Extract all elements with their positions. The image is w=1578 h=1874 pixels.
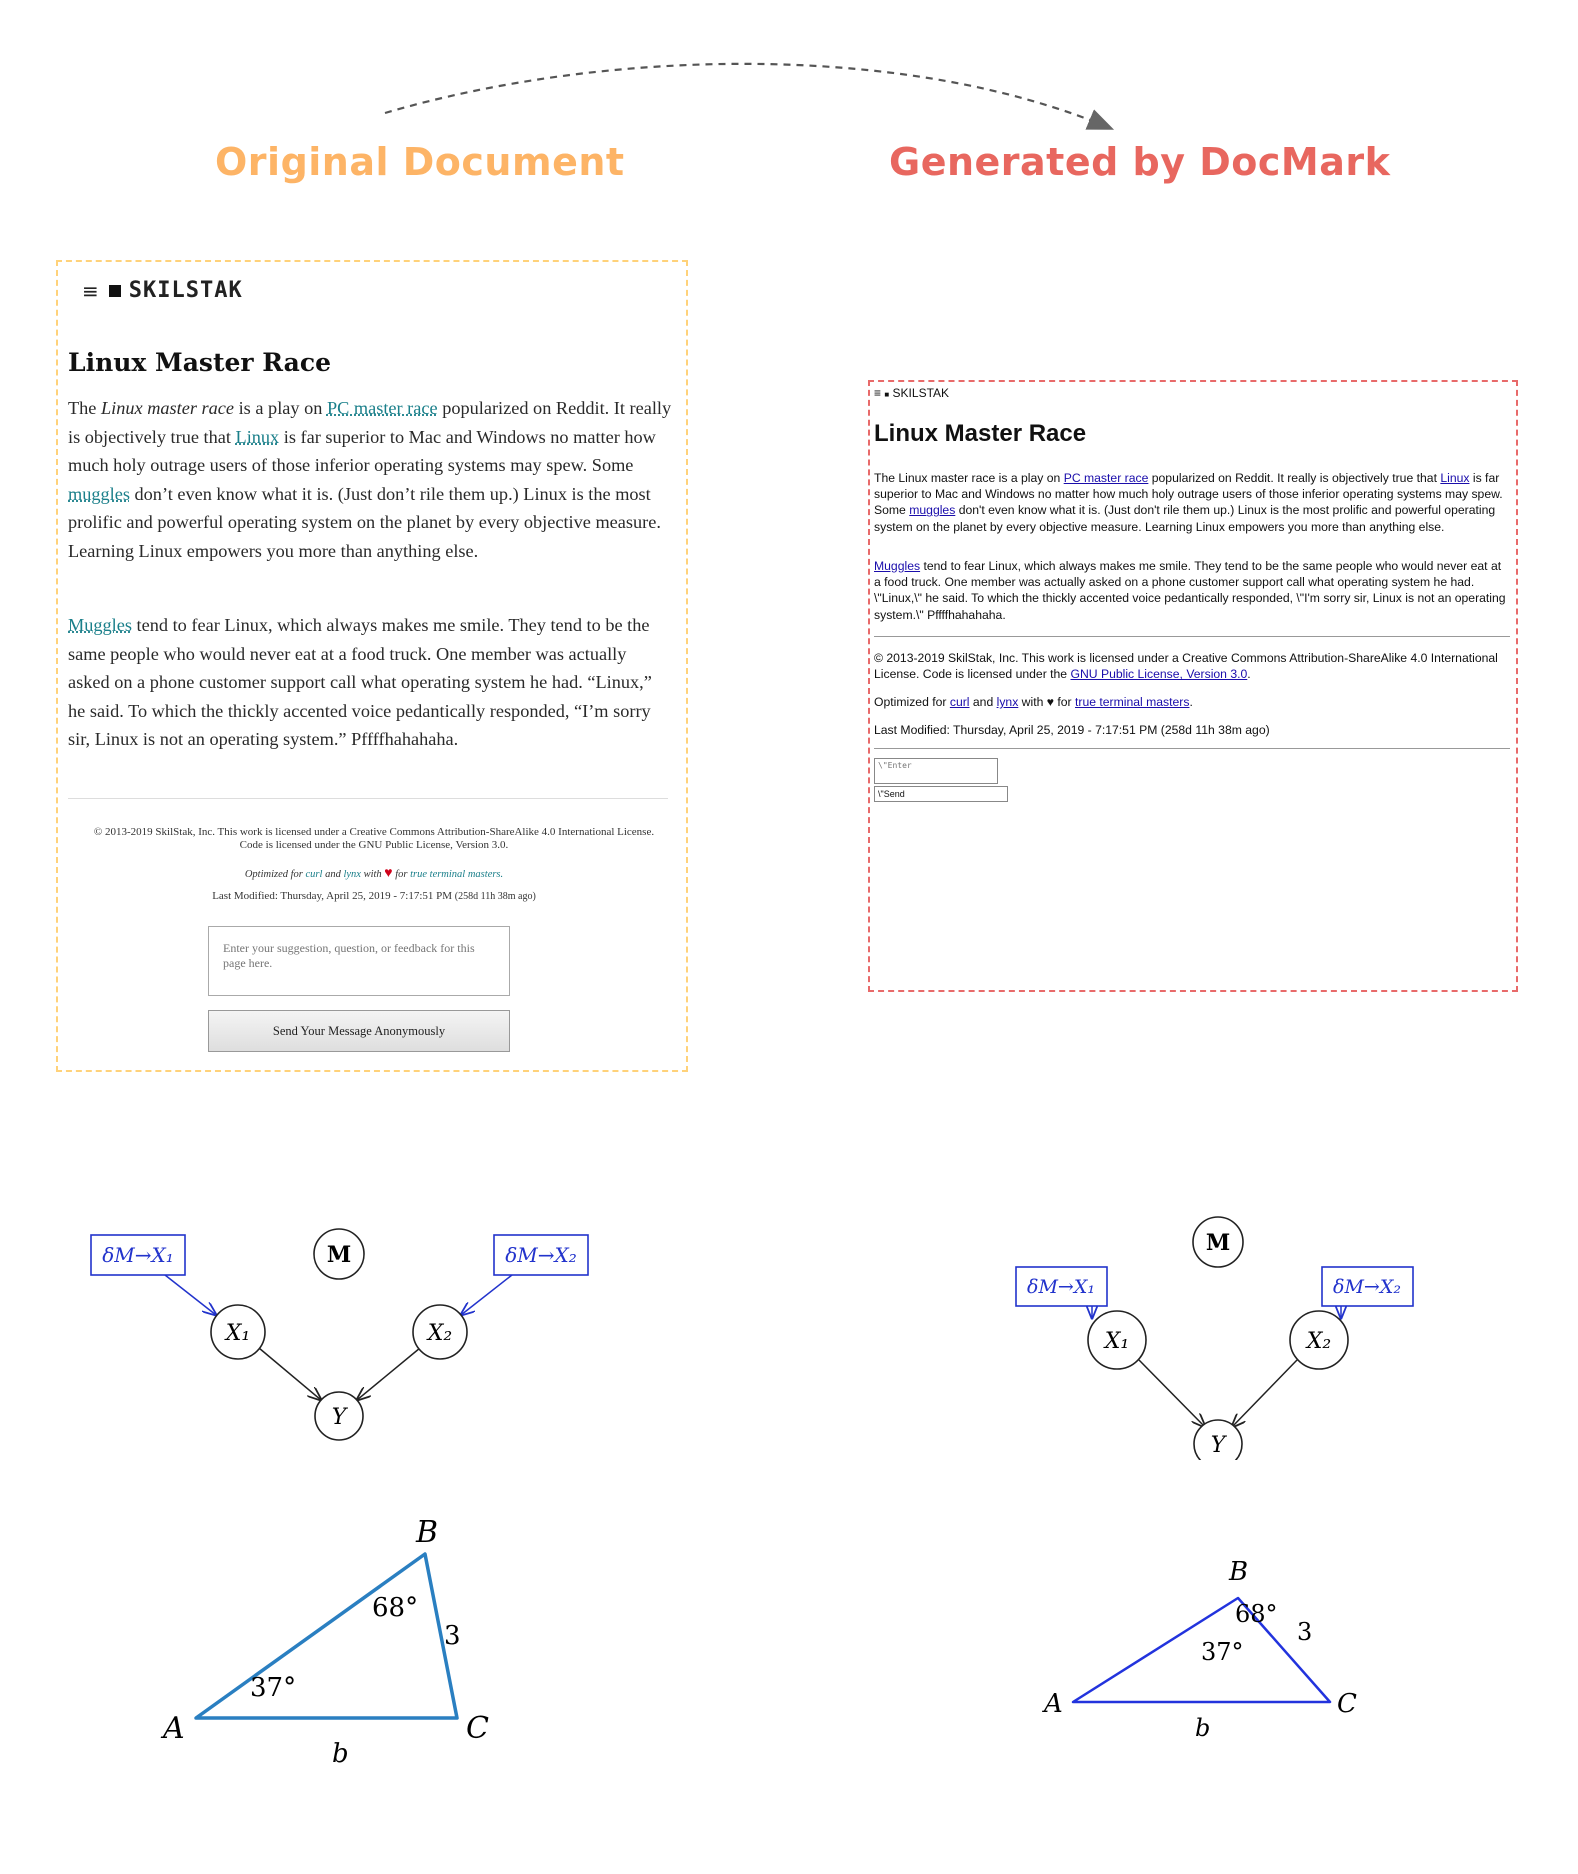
angle-a-label: 37° xyxy=(250,1673,297,1703)
heading-original-document: Original Document xyxy=(215,140,625,184)
text: is far superior to Mac and Windows no matter how much holy outrage users of those inferior operating systems may spew. Some xyxy=(68,426,656,475)
menu-icon[interactable]: ≡ xyxy=(874,386,882,400)
link-true-terminal-masters[interactable]: true terminal masters xyxy=(1075,695,1190,709)
node-x2-label: X₂ xyxy=(1306,1329,1332,1354)
feedback-textarea[interactable] xyxy=(208,926,510,996)
link-pc-master-race[interactable]: PC master race xyxy=(1063,471,1149,485)
text: tend to fear Linux, which always makes me smile. They tend to be the same people who would never eat at a food truck. One member was actually asked on a phone customer support call what operating system he had. “Linux,” he said. To which the thickly accented voice pedantically responded, “I’m sorry sir, Linux is not an operating system.” Pffffhahahaha. xyxy=(68,615,652,749)
vertex-b: B xyxy=(416,1515,439,1550)
generated-triangle-figure xyxy=(789,1500,1578,1780)
text: Optimized for xyxy=(874,695,950,709)
angle-a-label: 37° xyxy=(1201,1638,1244,1666)
link-muggles-2[interactable]: Muggles xyxy=(68,615,132,635)
text: and xyxy=(322,869,344,880)
node-y-label: Y xyxy=(331,1405,347,1430)
link-linux[interactable]: Linux xyxy=(1440,471,1470,485)
paragraph-1 xyxy=(874,470,1510,535)
link-pc-master-race[interactable]: PC master race xyxy=(326,398,438,418)
delta-box-2-label: δM→X₂ xyxy=(505,1243,577,1267)
side-bc-label: 3 xyxy=(1297,1618,1313,1646)
original-header xyxy=(82,278,243,303)
paragraph-1 xyxy=(68,394,672,565)
divider-2 xyxy=(874,748,1510,749)
node-x1-label: X₁ xyxy=(1104,1329,1130,1354)
feedback-textarea[interactable] xyxy=(874,758,998,784)
divider xyxy=(68,798,668,799)
node-m-label: M xyxy=(1205,1230,1231,1256)
send-button[interactable]: \"Send xyxy=(874,786,1008,802)
angle-b-label: 68° xyxy=(1235,1600,1278,1628)
last-modified: Last Modified: Thursday, April 25, 2019 - 7:17:51 PM (258d 11h 38m ago) xyxy=(874,723,1270,737)
menu-icon[interactable]: ≡ xyxy=(82,278,99,303)
vertex-b: B xyxy=(1229,1557,1249,1587)
edge-x1-y xyxy=(259,1348,321,1400)
edge-delta2-x2 xyxy=(461,1275,512,1315)
link-true-terminal-masters[interactable]: true terminal masters. xyxy=(410,869,504,880)
delta-box-2-label: δM→X₂ xyxy=(1333,1276,1401,1298)
edge-delta1-x1 xyxy=(165,1275,216,1315)
text: for xyxy=(392,869,411,880)
original-document-panel xyxy=(56,260,688,1072)
text: don’t even know what it is. (Just don’t rile them up.) Linux is the most prolific and powerful operating system on the planet by every objective measure. Learning Linux empowers you more than anything else. xyxy=(68,483,661,561)
emphasis-text: Linux master race xyxy=(101,398,235,418)
vertex-a: A xyxy=(1044,1689,1063,1719)
link-muggles-2[interactable]: Muggles xyxy=(874,559,921,573)
generated-causal-graph xyxy=(789,1180,1578,1460)
edge-x2-y xyxy=(357,1348,420,1400)
send-message-button[interactable]: Send Your Message Anonymously xyxy=(208,1010,510,1052)
side-ac-label: b xyxy=(332,1739,349,1769)
brand-square-icon xyxy=(109,285,121,297)
text: popularized on Reddit. It really is objectively true that xyxy=(68,398,672,447)
side-bc-label: 3 xyxy=(444,1621,461,1651)
brand-square-icon: ■ xyxy=(884,390,890,399)
edge-x1-y xyxy=(1139,1360,1205,1427)
node-m-label: M xyxy=(326,1242,352,1268)
text: © 2013-2019 SkilStak, Inc. This work is licensed under a Creative Commons Attribution-ShareAlike 4.0 International License. Code is licensed under the xyxy=(874,651,1498,682)
license-text: © 2013-2019 SkilStak, Inc. This work is licensed under a Creative Commons Attribution-ShareAlike 4.0 International License. Code is licensed under the GNU Public License, Version 3.0. xyxy=(93,826,655,851)
node-y-label: Y xyxy=(1210,1433,1226,1458)
link-gnu-license[interactable]: GNU Public License, Version 3.0 xyxy=(1070,667,1248,682)
node-x2-label: X₂ xyxy=(427,1321,453,1346)
link-lynx[interactable]: lynx xyxy=(343,869,361,880)
text: popularized on Reddit. It really is objectively true that xyxy=(1148,471,1441,485)
top-curved-arrow xyxy=(0,0,1578,160)
link-linux[interactable]: Linux xyxy=(235,426,280,447)
paragraph-2 xyxy=(68,611,672,754)
side-ac-label: b xyxy=(1195,1714,1211,1742)
text: . xyxy=(1189,695,1193,709)
angle-b-label: 68° xyxy=(372,1593,419,1623)
link-muggles[interactable]: muggles xyxy=(68,483,130,504)
brand-logo[interactable]: SKILSTAK xyxy=(128,278,243,303)
triangle-abc xyxy=(196,1554,457,1718)
optimized-line xyxy=(58,866,690,882)
license-text xyxy=(874,650,1510,682)
text: don't even know what it is. (Just don't rile them up.) Linux is the most prolific and powerful operating system on the planet by every objective measure. Learning Linux empowers you more than anything else. xyxy=(874,503,1496,534)
heart-icon: ♥ xyxy=(384,866,393,881)
text: is a play on xyxy=(234,398,327,418)
text: The Linux master race is a play on xyxy=(874,471,1064,485)
delta-box-1-label: δM→X₁ xyxy=(102,1243,174,1267)
original-triangle-figure xyxy=(0,1500,789,1780)
generated-document-panel xyxy=(868,380,1518,992)
text: tend to fear Linux, which always makes me smile. They tend to be the same people who would never eat at a food truck. One member was actually asked on a phone customer support call what operating system he had. \"Linux,\" he said. To which the thickly accented voice pedantically responded, \"I'm sorry sir, Linux is not an operating system.\" Pffffhahahaha. xyxy=(874,559,1506,622)
text: is far superior to Mac and Windows no matter how much holy outrage users of those inferior operating systems may spew. Some xyxy=(874,471,1503,518)
link-muggles[interactable]: muggles xyxy=(909,503,956,518)
text: (258d 11h 38m ago) xyxy=(454,891,536,902)
text: with xyxy=(1018,695,1047,709)
original-causal-graph xyxy=(0,1180,789,1460)
vertex-c: C xyxy=(1337,1689,1357,1719)
link-curl[interactable]: curl xyxy=(305,869,323,880)
text: with xyxy=(360,869,385,880)
text: for xyxy=(1054,695,1075,709)
heart-icon: ♥ xyxy=(1046,695,1054,709)
text: and xyxy=(969,695,997,709)
delta-box-1-label: δM→X₁ xyxy=(1027,1276,1095,1298)
text: The xyxy=(68,398,101,418)
text: . xyxy=(1247,667,1251,682)
optimized-line xyxy=(874,694,1510,710)
vertex-a: A xyxy=(163,1711,185,1746)
heading-generated-by-docmark: Generated by DocMark xyxy=(889,140,1391,184)
page-title: Linux Master Race xyxy=(874,420,1087,447)
edge-x2-y xyxy=(1232,1360,1297,1427)
vertex-c: C xyxy=(466,1711,489,1746)
page-title: Linux Master Race xyxy=(68,348,331,377)
generated-header xyxy=(874,386,949,400)
link-curl[interactable]: curl xyxy=(949,695,970,709)
brand-logo[interactable]: SKILSTAK xyxy=(892,386,950,400)
text: Last Modified: Thursday, April 25, 2019 - 7:17:51 PM xyxy=(212,890,453,902)
link-lynx[interactable]: lynx xyxy=(996,695,1019,709)
divider xyxy=(874,636,1510,637)
paragraph-2 xyxy=(874,558,1510,623)
node-x1-label: X₁ xyxy=(225,1321,251,1346)
text: Optimized for xyxy=(244,869,306,880)
last-modified xyxy=(58,890,690,902)
